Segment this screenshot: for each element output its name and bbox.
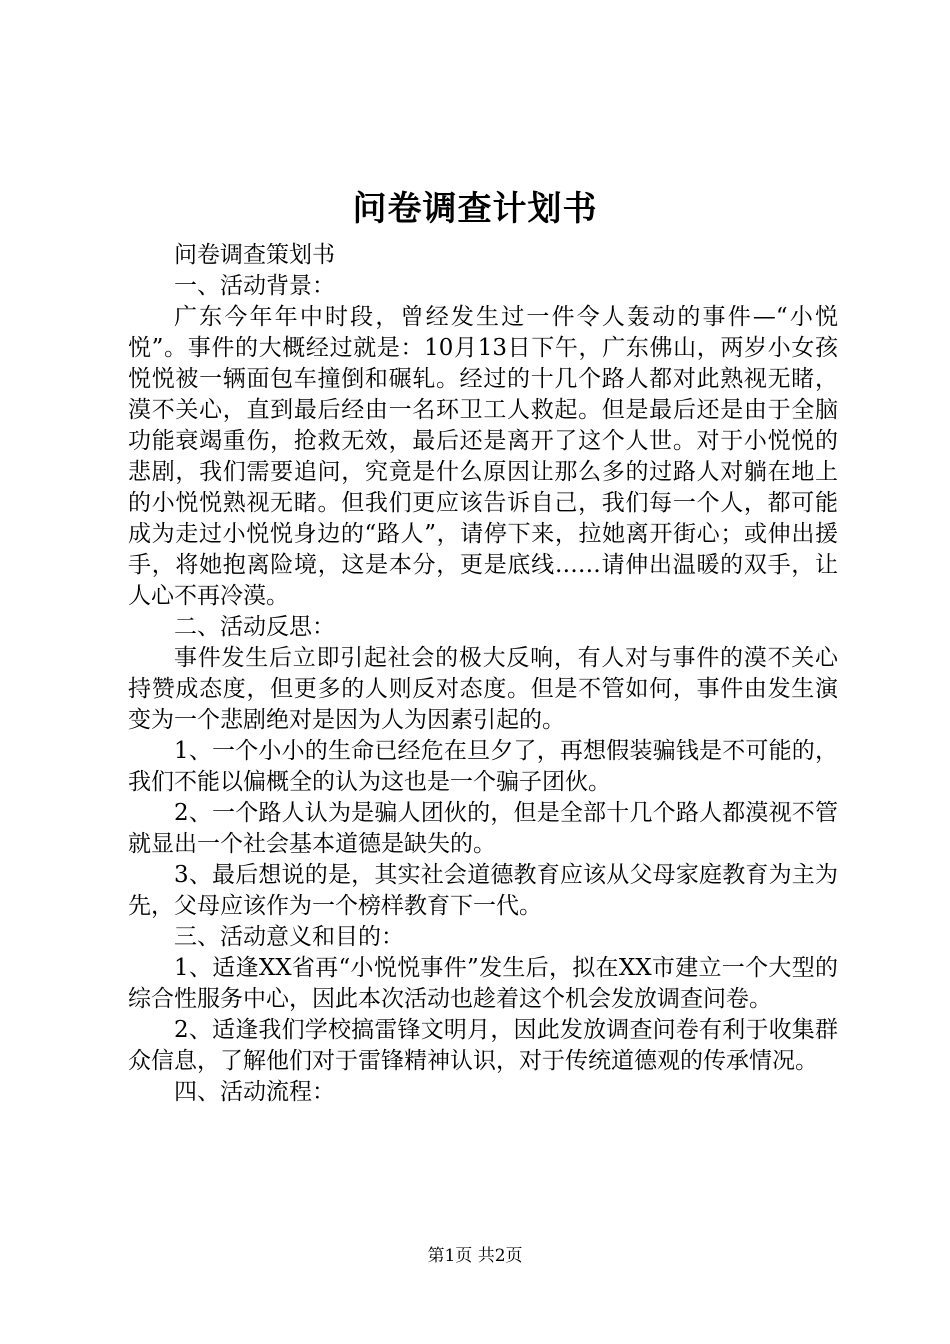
document-body — [128, 240, 838, 1108]
paragraph-reflection-point-1: 1、一个小小的生命已经危在旦夕了，再想假装骗钱是不可能的，我们不能以偏概全的认为这也是一个骗子团伙。 — [128, 738, 838, 795]
paragraph-reflection-point-3: 3、最后想说的是，其实社会道德教育应该从父母家庭教育为主为先，父母应该作为一个榜样教育下一代。 — [128, 862, 838, 919]
section-heading-process: 四、活动流程： — [174, 1079, 335, 1105]
page-footer — [0, 1244, 950, 1268]
section-heading-background: 一、活动背景： — [174, 273, 335, 299]
section-heading-purpose: 三、活动意义和目的： — [174, 924, 404, 950]
paragraph-subtitle: 问卷调查策划书 — [174, 242, 335, 268]
paragraph-reflection-point-2: 2、一个路人认为是骗人团伙的，但是全部十几个路人都漠视不管就显出一个社会基本道德是缺失的。 — [128, 800, 838, 857]
section-heading-reflection: 二、活动反思： — [174, 614, 335, 640]
paragraph-purpose-point-1: 1、适逢XX省再“小悦悦事件”发生后，拟在XX市建立一个大型的综合性服务中心，因此本次活动也趁着这个机会发放调查问卷。 — [128, 955, 838, 1012]
document-title: 问卷调查计划书 — [352, 189, 598, 229]
paragraph-reflection: 事件发生后立即引起社会的极大反响，有人对与事件的漠不关心持赞成态度，但更多的人则反对态度。但是不管如何，事件由发生演变为一个悲剧绝对是因为人为因素引起的。 — [128, 645, 838, 733]
page-total: 共2页 — [477, 1246, 523, 1266]
page-number: 第1页 — [427, 1246, 473, 1266]
paragraph-purpose-point-2: 2、适逢我们学校搞雷锋文明月，因此发放调查问卷有利于收集群众信息，了解他们对于雷锋精神认识，对于传统道德观的传承情况。 — [128, 1017, 838, 1074]
paragraph-background: 广东今年年中时段，曾经发生过一件令人轰动的事件—“小悦悦”。事件的大概经过就是：10月13日下午，广东佛山，两岁小女孩悦悦被一辆面包车撞倒和碾轧。经过的十几个路人都对此熟视无睹，漠不关心，直到最后经由一名环卫工人救起。但是最后还是由于全脑功能衰竭重伤，抢救无效，最后还是离开了这个人世。对于小悦悦的悲剧，我们需要追问，究竟是什么原因让那么多的过路人对躺在地上的小悦悦熟视无睹。但我们更应该告诉自己，我们每一个人，都可能成为走过小悦悦身边的“路人”，请停下来，拉她离开街心；或伸出援手，将她抱离险境，这是本分，更是底线……请伸出温暖的双手，让人心不再冷漠。 — [128, 304, 838, 609]
